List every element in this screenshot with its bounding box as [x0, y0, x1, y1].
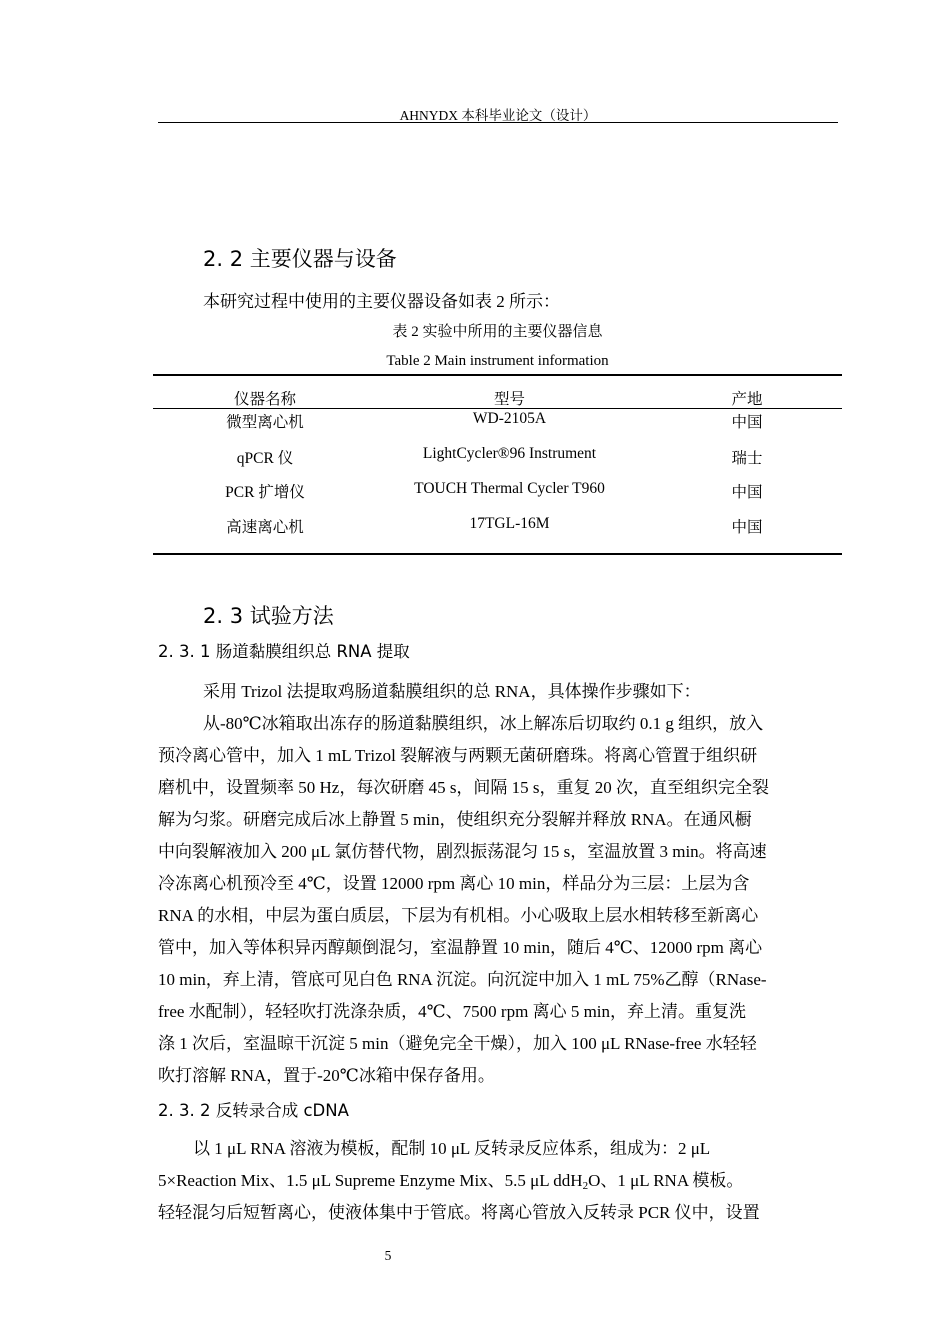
paragraph-line: 解为匀浆。研磨完成后冰上静置 5 min，使组织充分裂解并释放 RNA。在通风橱 — [158, 810, 752, 829]
table-cell: 高速离心机 — [226, 519, 304, 536]
table-header-cell: 型号 — [493, 391, 525, 408]
table-header-cell: 仪器名称 — [233, 391, 296, 408]
paragraph-line: 吹打溶解 RNA，置于-20℃冰箱中保存备用。 — [158, 1066, 495, 1085]
table-cell: 中国 — [731, 519, 763, 536]
table-cell: 中国 — [731, 484, 763, 501]
paragraph-line: free 水配制），轻轻吹打洗涤杂质，4℃、7500 rpm 离心 5 min，弃上清。重复洗 — [158, 1002, 747, 1021]
paragraph-line — [158, 1166, 743, 1191]
subsection-2-3-1-heading: 2. 3. 1 肠道黏膜组织总 RNA 提取 — [158, 642, 410, 661]
formula-text: 5×Reaction Mix、1.5 μL Supreme Enzyme Mix、5.5 μL ddH — [158, 1171, 583, 1190]
subsection-2-3-2-heading: 2. 3. 2 反转录合成 cDNA — [158, 1101, 349, 1120]
section-2-3-heading: 2. 3 试验方法 — [203, 604, 334, 628]
table-cell: 微型离心机 — [226, 414, 304, 431]
table-caption-en: Table 2 Main instrument information — [386, 353, 609, 369]
paragraph-line: 轻轻混匀后短暂离心，使液体集中于管底。将离心管放入反转录 PCR 仪中，设置 — [158, 1203, 760, 1222]
page-number: 5 — [384, 1248, 392, 1263]
formula-text: O、1 μL RNA 模板。 — [588, 1171, 744, 1190]
paragraph-line: 10 min，弃上清，管底可见白色 RNA 沉淀。向沉淀中加入 1 mL 75%乙醇（RNase- — [158, 970, 767, 989]
table-cell: 17TGL-16M — [469, 515, 550, 532]
table-header-rule — [153, 408, 842, 409]
paragraph-line: 采用 Trizol 法提取鸡肠道黏膜组织的总 RNA，具体操作步骤如下： — [203, 682, 701, 701]
table-bottom-rule — [153, 553, 842, 555]
header-rule — [158, 122, 838, 123]
paragraph-line: RNA 的水相，中层为蛋白质层，下层为有机相。小心吸取上层水相转移至新离心 — [158, 906, 759, 925]
instrument-table — [153, 374, 842, 559]
paragraph-line: 管中，加入等体积异丙醇颠倒混匀，室温静置 10 min，随后 4℃、12000 rpm 离心 — [158, 938, 763, 957]
table-cell: WD-2105A — [472, 410, 547, 427]
table-header-cell: 产地 — [731, 391, 763, 408]
table-cell: 中国 — [731, 414, 763, 431]
paragraph-line: 中向裂解液加入 200 μL 氯仿替代物，剧烈振荡混匀 15 s，室温放置 3 min。将高速 — [158, 842, 767, 861]
table-top-rule — [153, 374, 842, 376]
paragraph-line: 磨机中，设置频率 50 Hz，每次研磨 45 s，间隔 15 s，重复 20 次，直至组织完全裂 — [158, 778, 770, 797]
paragraph-line: 涤 1 次后，室温晾干沉淀 5 min（避免完全干燥），加入 100 μL RNase-free 水轻轻 — [158, 1034, 757, 1053]
paragraph-line: 冷冻离心机预冷至 4℃，设置 12000 rpm 离心 10 min，样品分为三层：上层为含 — [158, 874, 750, 893]
table-cell: 瑞士 — [731, 450, 763, 467]
table-cell: PCR 扩增仪 — [225, 484, 305, 501]
paragraph-line: 从-80℃冰箱取出冻存的肠道黏膜组织，冰上解冻后切取约 0.1 g 组织，放入 — [203, 714, 764, 733]
paragraph-line: 预冷离心管中，加入 1 mL Trizol 裂解液与两颗无菌研磨珠。将离心管置于组织研 — [158, 746, 758, 765]
table-cell: LightCycler®96 Instrument — [422, 445, 597, 462]
table-cell: qPCR 仪 — [236, 450, 294, 467]
running-header: AHNYDX 本科毕业论文（设计） — [399, 108, 597, 123]
section-2-2-heading: 2. 2 主要仪器与设备 — [203, 247, 397, 271]
table-caption-cn: 表 2 实验中所用的主要仪器信息 — [392, 324, 603, 340]
subscript: 2 — [582, 1180, 589, 1192]
table-cell: TOUCH Thermal Cycler T960 — [414, 480, 605, 497]
paragraph-line: 以 1 μL RNA 溶液为模板，配制 10 μL 反转录反应体系，组成为：2 μL — [193, 1139, 711, 1158]
section-2-2-intro: 本研究过程中使用的主要仪器设备如表 2 所示： — [203, 292, 560, 311]
